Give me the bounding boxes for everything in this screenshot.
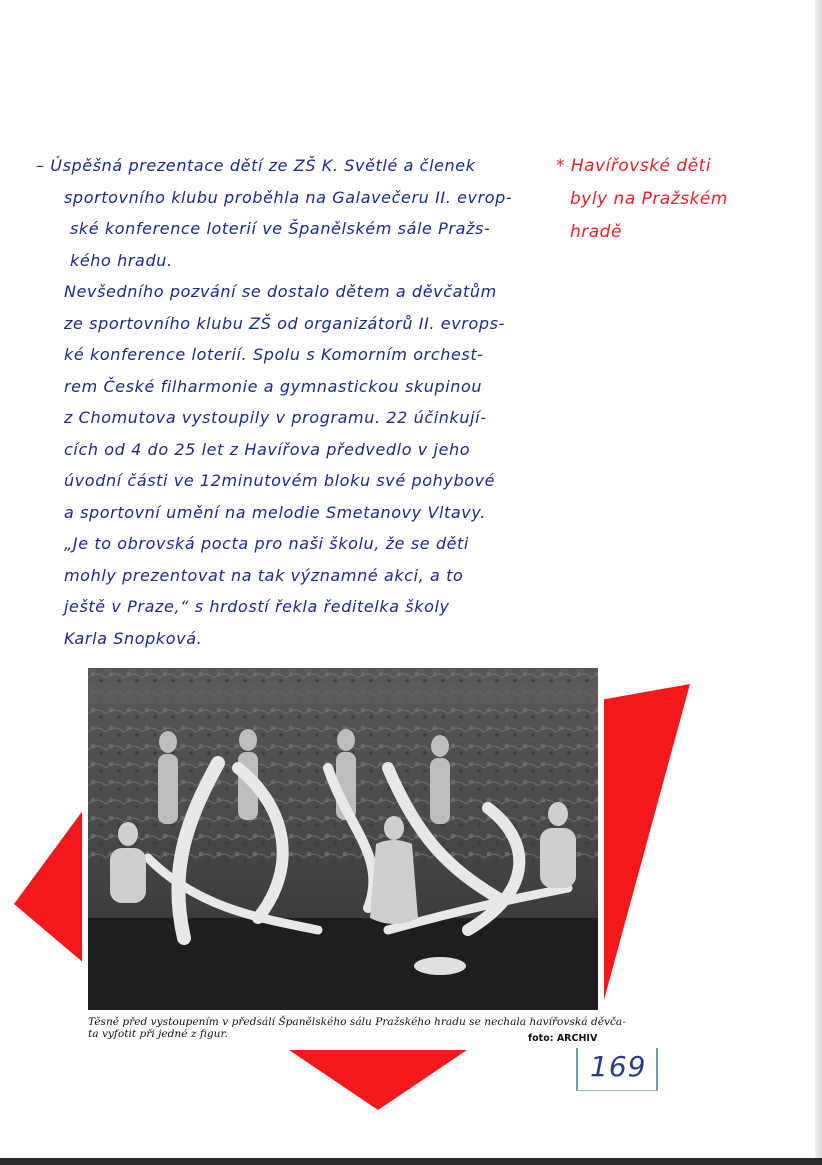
red-triangle-left <box>14 798 92 970</box>
handwritten-line: ještě v Praze,“ s hrdostí řekla ředitelka školy <box>64 597 450 616</box>
photo-credit: foto: ARCHIV <box>528 1033 598 1044</box>
handwritten-line: cích od 4 do 25 let z Havířova předvedlo v jeho <box>64 439 471 459</box>
handwritten-line: úvodní části ve 12minutovém bloku své pohybové <box>64 471 496 490</box>
newspaper-clipping <box>82 666 626 1050</box>
handwritten-line: Karla Snopková. <box>64 628 203 648</box>
red-triangle-bottom <box>286 1048 470 1110</box>
handwritten-line: rem České filharmonie a gymnastickou skupinou <box>64 376 483 396</box>
red-triangle-right <box>600 684 690 1000</box>
side-note <box>556 150 756 249</box>
handwritten-line: z Chomutova vystoupily v programu. 22 účinkují- <box>64 408 487 427</box>
caption-line: ta vyfotit při jedné z figur. <box>88 1028 228 1040</box>
handwritten-line: sportovního klubu proběhla na Galavečeru II. evrop- <box>64 187 513 207</box>
handwritten-line: ké konference loterií. Spolu s Komorním orchest- <box>64 345 484 364</box>
side-note-line: hradě <box>570 222 622 242</box>
page-number: 169 <box>590 1050 647 1083</box>
page-edge-bottom <box>0 1158 822 1165</box>
page-edge-right <box>815 0 822 1165</box>
handwritten-line: Nevšedního pozvání se dostalo dětem a děvčatům <box>64 282 497 301</box>
handwritten-line: a sportovní umění na melodie Smetanovy Vltavy. <box>64 502 486 522</box>
handwritten-line: ze sportovního klubu ZŠ od organizátorů II. evrops- <box>64 313 505 333</box>
side-note-line: * Havířovské děti <box>556 156 712 176</box>
handwritten-line: – Úspěšná prezentace dětí ze ZŠ K. Světlé a členek <box>36 156 476 175</box>
caption-line: Těsně před vystoupením v předsálí Španělského sálu Pražského hradu se nechala havířovská děvča- <box>88 1016 626 1028</box>
gymnastics-photo <box>88 668 598 1010</box>
handwritten-line: „Je to obrovská pocta pro naši školu, že se děti <box>64 534 469 553</box>
handwritten-line: kého hradu. <box>70 250 173 270</box>
handwritten-line: mohly prezentovat na tak významné akci, a to <box>64 565 464 585</box>
handwritten-text <box>36 150 566 654</box>
page-number-box <box>576 1048 658 1091</box>
side-note-line: byly na Pražském <box>570 189 728 209</box>
handwritten-line: ské konference loterií ve Španělském sále Pražs- <box>70 219 491 238</box>
